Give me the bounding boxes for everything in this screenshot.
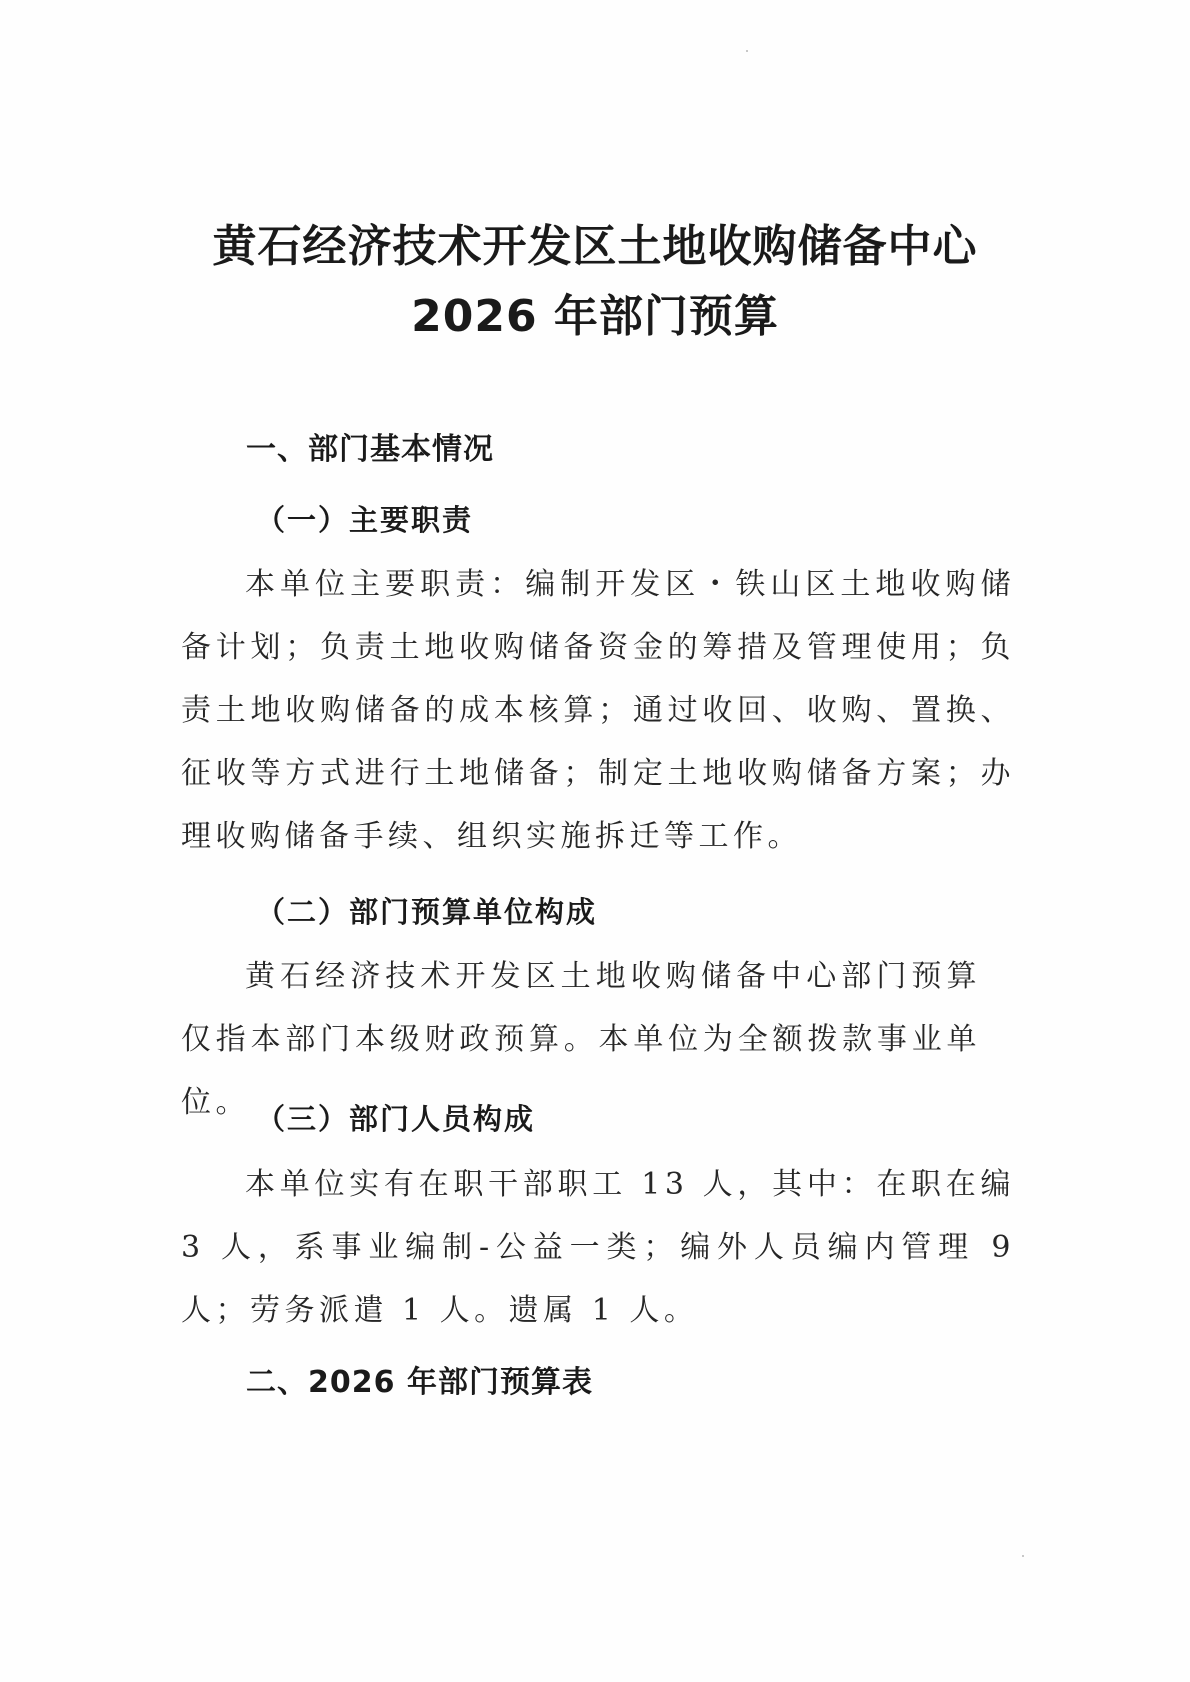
subsection-heading-budget-units: （二）部门预算单位构成	[256, 895, 598, 929]
paragraph-budget-units: 黄石经济技术开发区土地收购储备中心部门预算仅指本部门本级财政预算。本单位为全额拨款事业单位。	[181, 959, 981, 1120]
paragraph-main-duties: 本单位主要职责：编制开发区・铁山区土地收购储备计划；负责土地收购储备资金的筹措及管理使用；负责土地收购储备的成本核算；通过收回、收购、置换、征收等方式进行土地储备；制定土地收购储备方案；办理收购储备手续、组织实施拆迁等工作。	[181, 567, 1015, 854]
document-title-line2: 2026 年部门预算	[411, 291, 779, 342]
scan-speck	[746, 50, 748, 52]
section-heading-basic-info: 一、部门基本情况	[246, 432, 494, 467]
paragraph-staff: 本单位实有在职干部职工 13 人，其中：在职在编 3 人，系事业编制-公益一类；编外人员编内管理 9 人；劳务派遣 1 人。遗属 1 人。	[181, 1167, 1015, 1328]
document-title-line1: 黄石经济技术开发区土地收购储备中心	[212, 221, 978, 272]
subsection-heading-staff: （三）部门人员构成	[256, 1102, 536, 1136]
section-heading-budget-table: 二、2026 年部门预算表	[246, 1365, 593, 1400]
subsection-heading-main-duties: （一）主要职责	[256, 503, 474, 537]
scan-speck	[1022, 1555, 1024, 1557]
